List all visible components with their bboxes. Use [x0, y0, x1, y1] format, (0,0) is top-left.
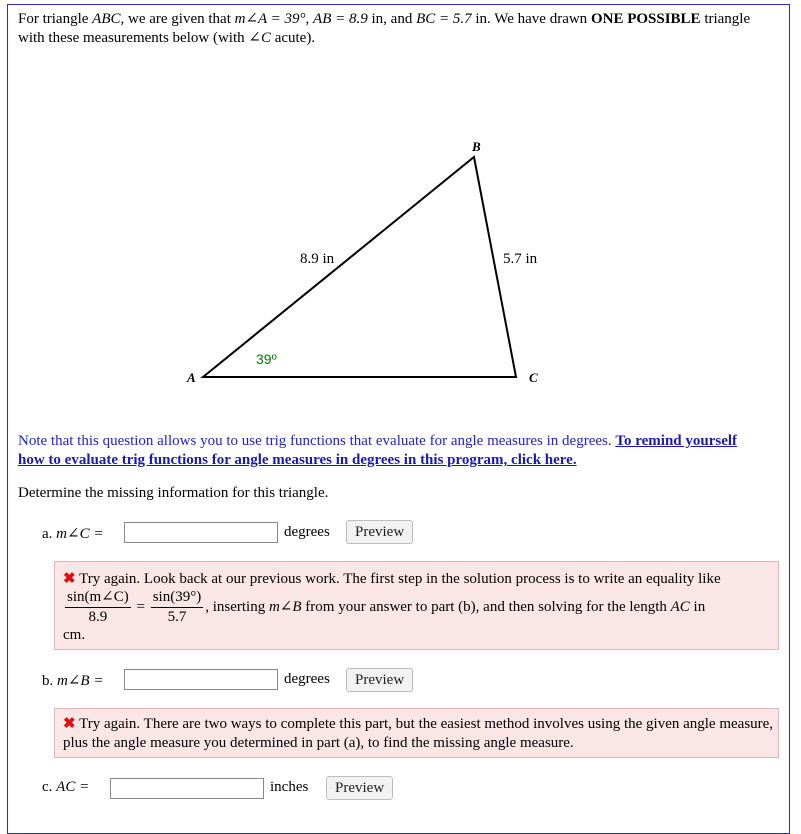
feedback-b-content	[63, 715, 775, 753]
triangle-name: ABC	[92, 11, 121, 27]
intro-text: acute).	[270, 30, 316, 46]
feedback-a-text: from your answer to part (b), and then solving for the length	[301, 598, 671, 615]
bold-one-possible: ONE POSSIBLE	[590, 11, 701, 27]
trig-note	[18, 432, 758, 470]
feedback-b	[54, 708, 779, 758]
frac-den-right: 5.7	[167, 609, 187, 625]
fraction-left	[65, 588, 131, 627]
part-c-label	[42, 779, 89, 796]
intro-text: For triangle	[18, 11, 93, 27]
part-a-expression: m∠C =	[56, 526, 104, 542]
feedback-a	[54, 561, 779, 650]
intro-text: triangle with these measurements below (with	[18, 11, 751, 46]
frac-num-left: sin(m∠C)	[65, 588, 131, 608]
side-ac-input[interactable]	[110, 778, 264, 799]
angle-c-ref: ∠C	[248, 30, 271, 46]
frac-num-right: sin(39°)	[151, 588, 204, 608]
part-b-unit: degrees	[284, 671, 330, 687]
frac-den-left: 8.9	[88, 609, 108, 625]
feedback-a-text: Try again. Look back at our previous work. The first step in the solution process is to write an equality like	[79, 571, 721, 587]
trig-help-link[interactable]: To remind yourself how to evaluate trig functions for angle measures in degrees in this program, click here.	[18, 433, 738, 468]
part-b-label	[42, 671, 103, 690]
error-x-icon: ✖	[63, 716, 76, 732]
angle-b-ref: m∠B	[268, 598, 302, 615]
feedback-a-text: , inserting	[205, 598, 269, 615]
intro-text: in. We have drawn	[471, 11, 591, 27]
part-b-letter: b.	[42, 673, 57, 689]
side-bc-label: 5.7 in	[503, 251, 538, 267]
side-ab-given: AB = 8.9	[313, 11, 368, 27]
part-a-letter: a.	[42, 526, 57, 542]
side-ac-ref: AC	[670, 598, 690, 615]
angle-b-input[interactable]	[124, 669, 278, 690]
vertex-a-label: A	[187, 370, 196, 385]
error-x-icon: ✖	[63, 571, 76, 587]
side-bc-given: BC = 5.7	[416, 11, 472, 27]
feedback-a-text: in	[689, 598, 706, 615]
part-a-label	[42, 524, 103, 543]
equals-sign: =	[136, 598, 145, 615]
intro-text: ,	[305, 11, 314, 27]
angle-c-input[interactable]	[124, 522, 278, 543]
preview-b-button[interactable]: Preview	[346, 668, 413, 692]
feedback-a-equation	[63, 588, 775, 627]
intro-text: in, and	[367, 11, 417, 27]
note-text: Note that this question allows you to use trig functions that evaluate for angle measures in degrees.	[18, 433, 616, 449]
part-c-letter: c.	[42, 779, 57, 795]
vertex-c-label: C	[529, 370, 538, 385]
part-c-expression: AC =	[56, 779, 90, 795]
feedback-b-text: Try again. There are two ways to complete this part, but the easiest method involves using the given angle measure, plus the angle measure you determined in part (a), to find the missing angle measure.	[63, 716, 774, 751]
side-ab-label: 8.9 in	[300, 251, 335, 267]
angle-a-given: m∠A = 39°	[234, 11, 306, 27]
triangle-shape	[203, 157, 516, 377]
preview-a-button[interactable]: Preview	[346, 520, 413, 544]
fraction-right	[151, 588, 204, 627]
preview-c-button[interactable]: Preview	[326, 776, 393, 800]
intro-text: , we are given that	[120, 11, 235, 27]
instruction-text: Determine the missing information for this triangle.	[18, 485, 329, 501]
part-c-unit: inches	[270, 779, 309, 795]
vertex-b-label: B	[472, 139, 481, 154]
angle-a-label: 39º	[256, 351, 277, 367]
feedback-a-unit: cm.	[63, 627, 86, 643]
part-a-unit: degrees	[284, 524, 330, 540]
part-b-expression: m∠B =	[57, 673, 104, 689]
feedback-a-line1	[63, 570, 775, 589]
